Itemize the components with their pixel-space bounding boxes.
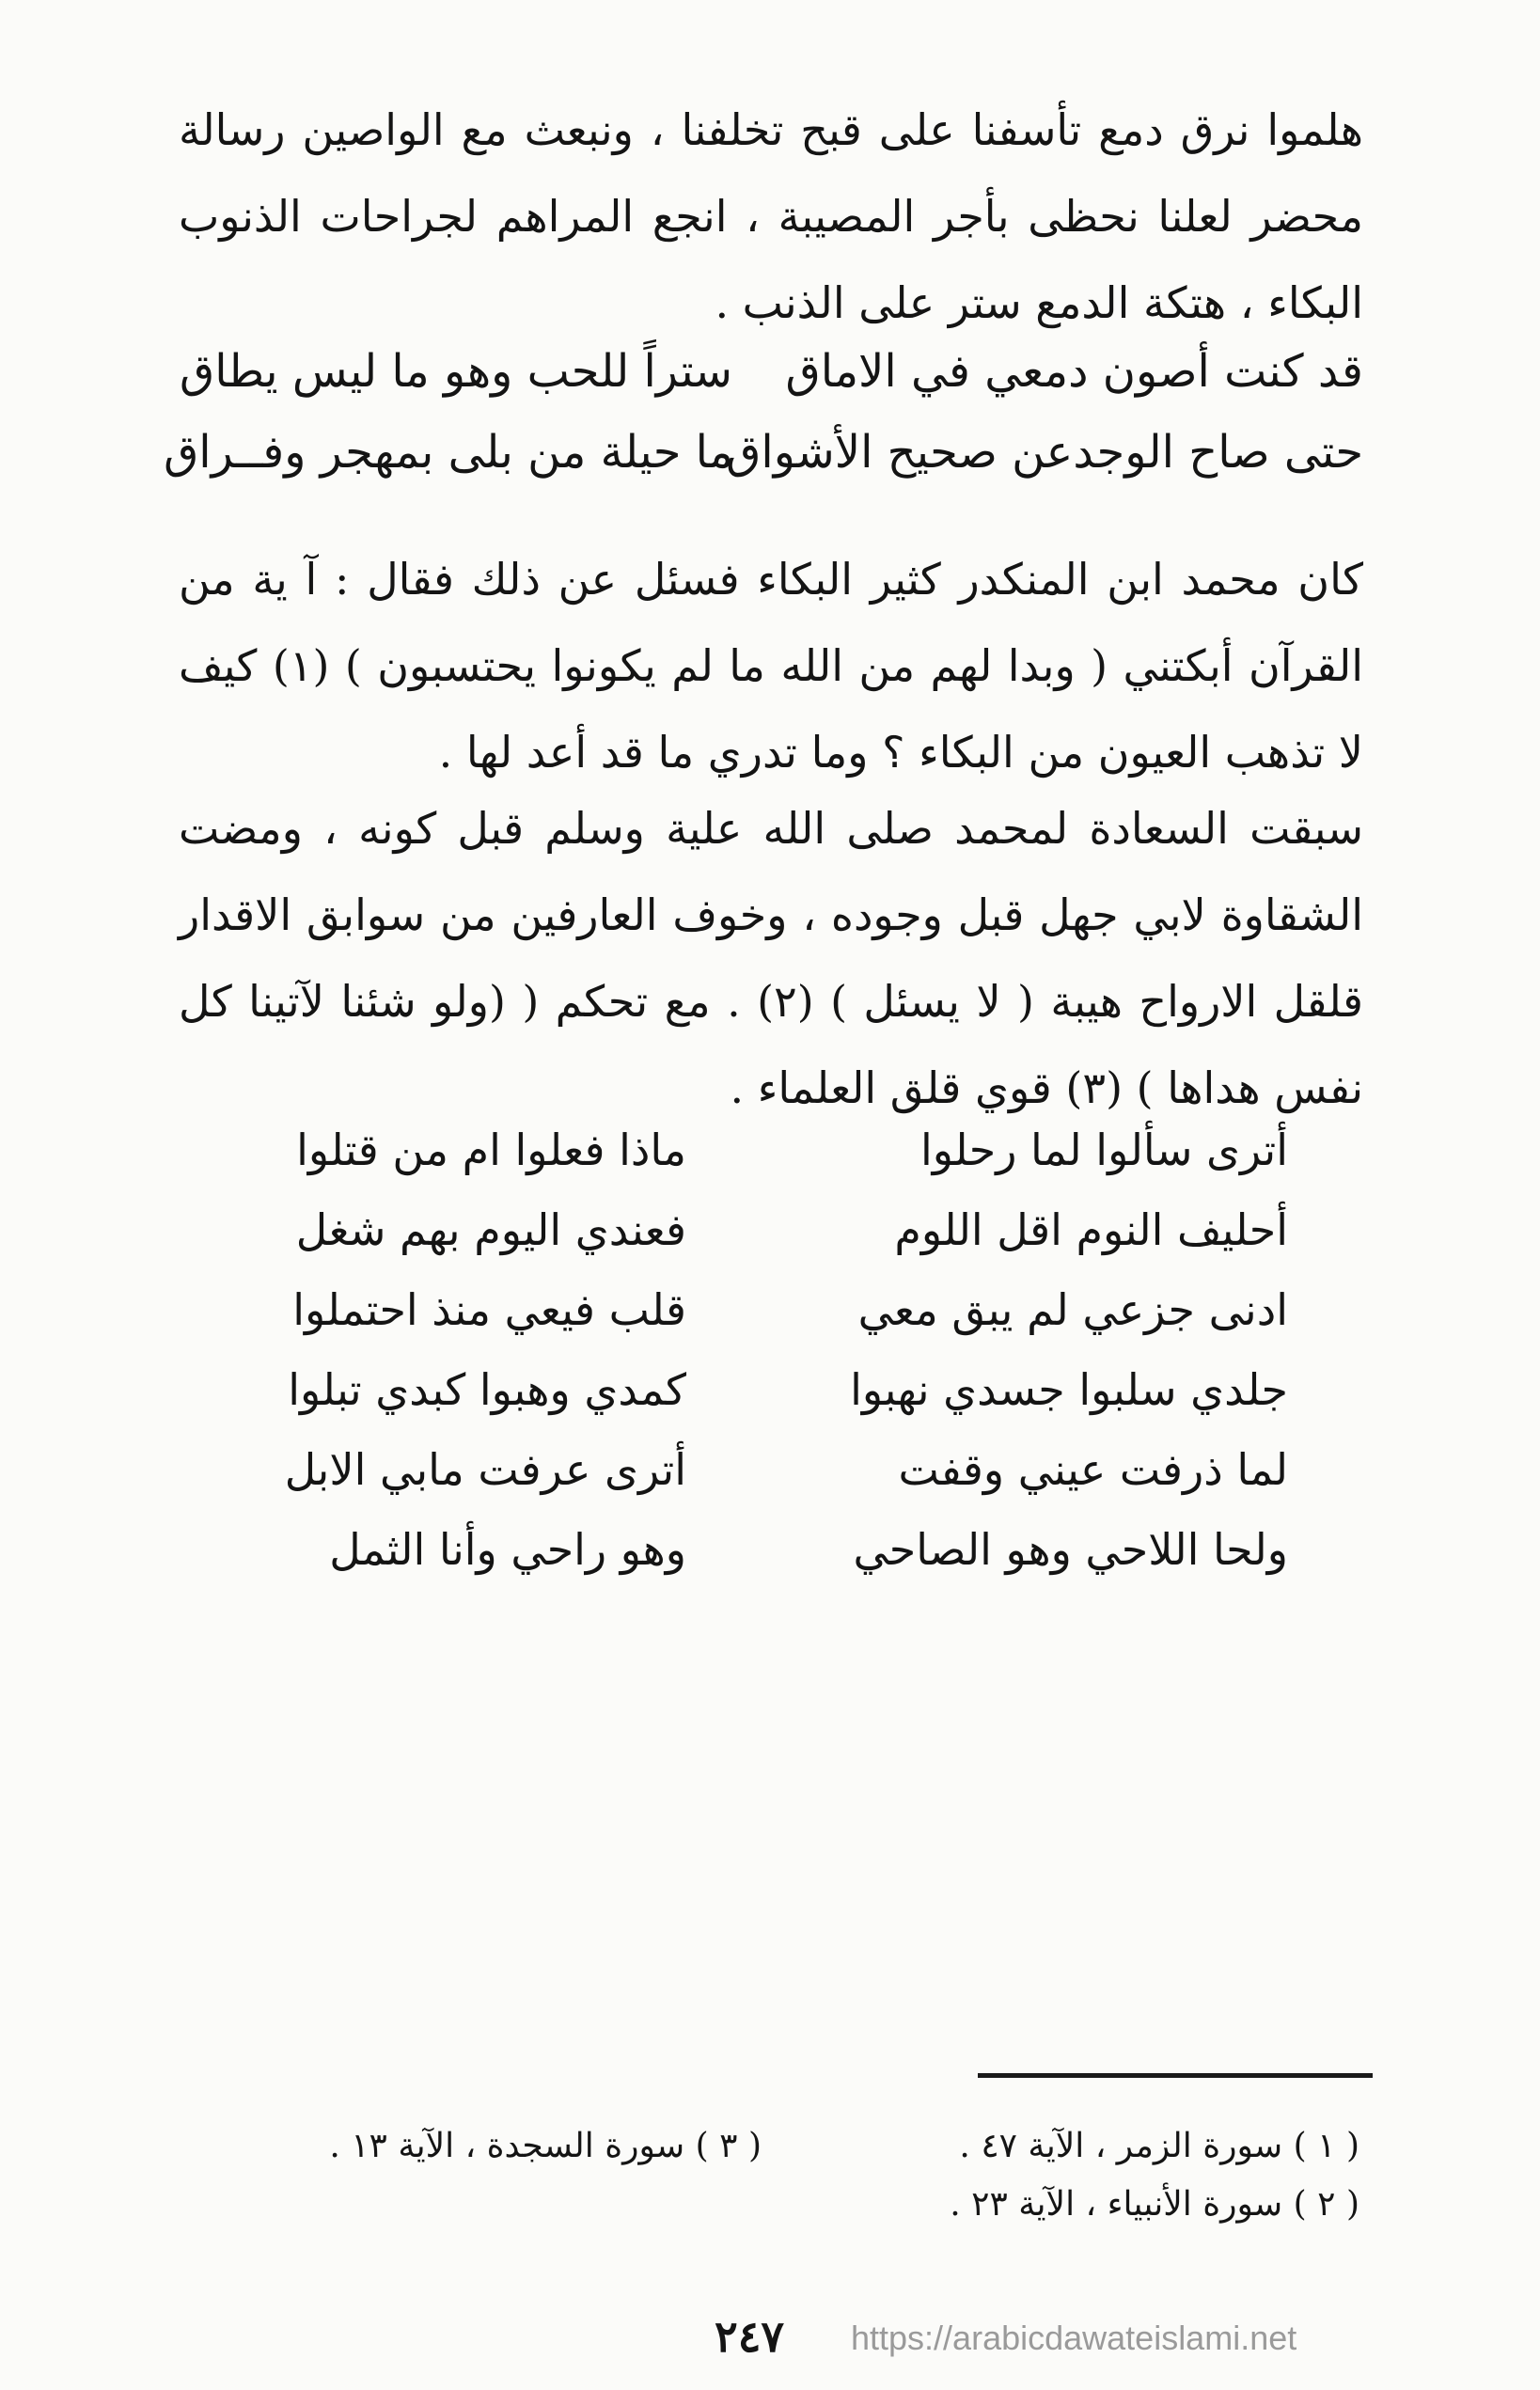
poem-hemistich-right: ولحا اللاحي وهو الصاحي (853, 1523, 1288, 1575)
verse-hemistich-right: حتى صاح الوجدعن صحيح الأشواق (726, 426, 1363, 479)
poem-hemistich-right: جلدي سلبوا جسدي نهبوا (850, 1363, 1288, 1415)
poem-line (235, 1109, 1288, 1189)
paragraph-3: سبقت السعادة لمحمد صلى الله علية وسلم قبل كونه ، ومضت الشقاوة لابي جهل قبل وجوده ، وخوف العارفين من سوابق الاقدار قلقل الارواح هيبة ( لا يسئل ) (٢) . مع تحكم ( (ولو شئنا لآتينا كل نفس هداها ) (٣) قوي قلق العلماء . (179, 803, 1364, 1113)
poem-block (235, 1109, 1288, 1589)
verse-hemistich-left: ما حيلة من بلى بمهجر وفــراق (164, 426, 733, 479)
poem-line (235, 1509, 1288, 1589)
poem-line (235, 1429, 1288, 1509)
verse-hemistich-left: ستراً للحب وهو ما ليس يطاق (180, 345, 732, 398)
poem-hemistich-left: أترى عرفت مابي الابل (284, 1443, 686, 1495)
footnote-2: ( ٢ ) سورة الأنبياء ، الآية ٢٣ . (950, 2185, 1359, 2224)
verse-line (164, 412, 1363, 493)
poem-hemistich-left: كمدي وهبوا كبدي تبلوا (288, 1363, 686, 1415)
poem-hemistich-right: ادنى جزعي لم يبق معي (857, 1283, 1288, 1335)
poem-hemistich-left: ماذا فعلوا ام من قتلوا (296, 1124, 686, 1175)
paragraph-1: هلموا نرق دمع تأسفنا على قبح تخلفنا ، ونبعث مع الواصين رسالة محضر لعلنا نحظى بأجر المصيبة ، انجع المراهم لجراحات الذنوب البكاء ، هتكة الدمع ستر على الذنب . (179, 104, 1363, 328)
footnote-3: ( ٣ ) سورة السجدة ، الآية ١٣ . (329, 2127, 762, 2165)
paragraph-2: كان محمد ابن المنكدر كثير البكاء فسئل عن ذلك فقال : آ ية من القرآن أبكتني ( وبدا لهم من الله ما لم يكونوا يحتسبون ) (١) كيف لا تذهب العيون من البكاء ؟ وما تدري ما قد أعد لها . (179, 554, 1363, 778)
poem-line (235, 1349, 1288, 1429)
poem-hemistich-left: فعندي اليوم بهم شغل (295, 1203, 686, 1255)
watermark-url: https://arabicdawateislami.net (851, 2319, 1297, 2357)
poem-hemistich-left: قلب فيعي منذ احتملوا (292, 1283, 686, 1335)
poem-hemistich-right: أحليف النوم اقل اللوم (894, 1203, 1288, 1255)
footnote-divider (978, 2073, 1373, 2078)
poem-line (235, 1269, 1288, 1349)
poem-line (235, 1189, 1288, 1269)
verse-line (179, 331, 1363, 412)
poem-hemistich-right: أترى سألوا لما رحلوا (920, 1124, 1288, 1175)
page-number: ٢٤٧ (715, 2311, 785, 2362)
footnote-1: ( ١ ) سورة الزمر ، الآية ٤٧ . (959, 2127, 1359, 2165)
verse-block-1 (164, 331, 1363, 493)
poem-hemistich-right: لما ذرفت عيني وقفت (898, 1443, 1288, 1495)
poem-hemistich-left: وهو راحي وأنا الثمل (329, 1523, 686, 1575)
verse-hemistich-right: قد كنت أصون دمعي في الاماق (785, 345, 1363, 398)
